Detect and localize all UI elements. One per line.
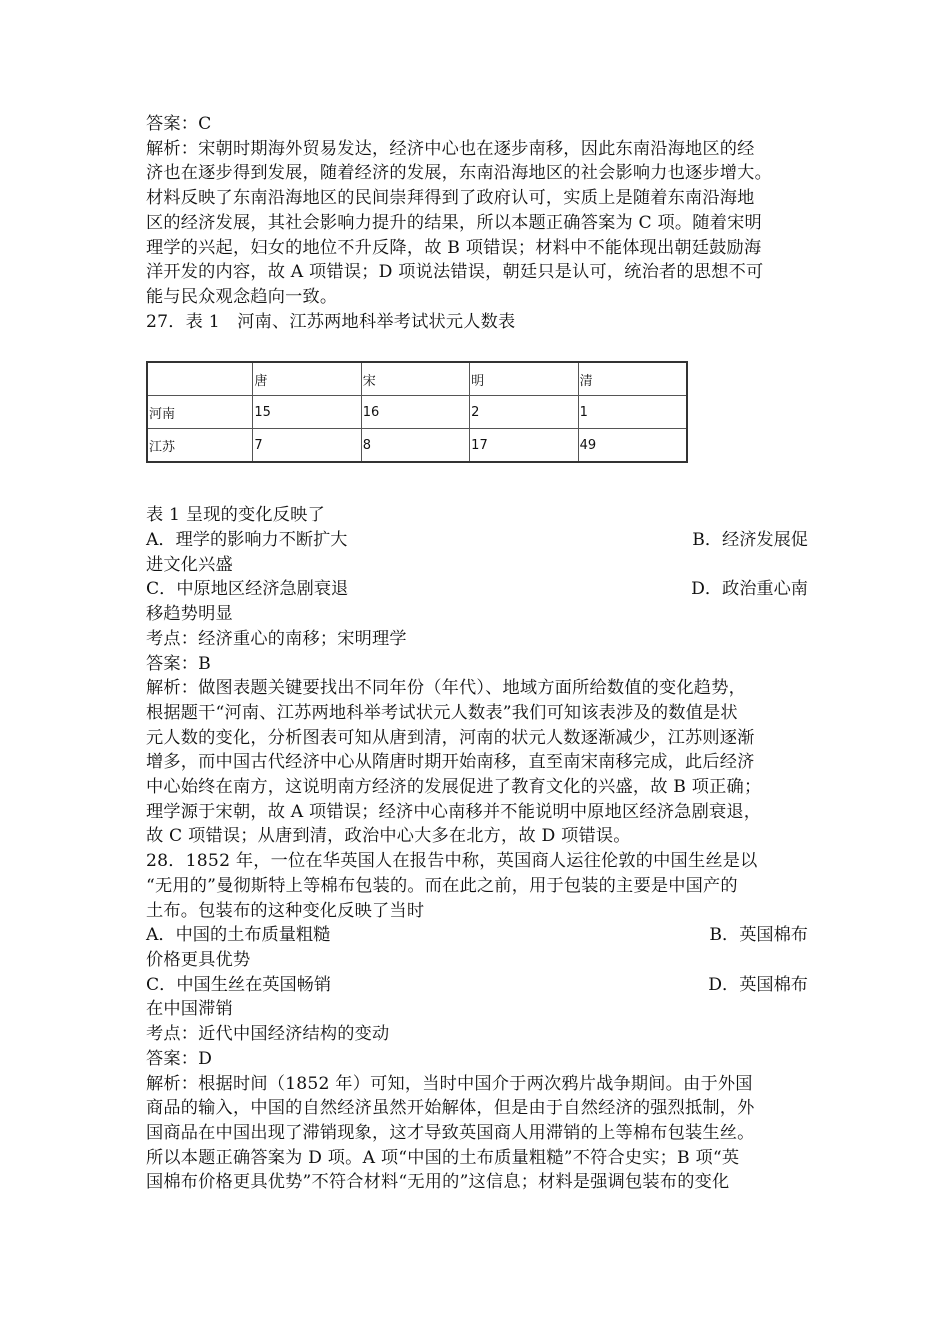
table-cell (147, 362, 253, 396)
text-line: 材料反映了东南沿海地区的民间崇拜得到了政府认可，实质上是随着东南沿海地 (146, 188, 755, 209)
table-caption: 27．表 1 河南、江苏两地科举考试状元人数表 (146, 311, 516, 332)
option-d: D．英国棉布 (708, 974, 808, 995)
question-28 (146, 849, 808, 1195)
table-cell: 2 (470, 396, 578, 429)
option-c: C．中原地区经济急剧衰退 (146, 579, 349, 600)
table-cell: 清 (578, 362, 687, 396)
table-cell: 唐 (253, 362, 361, 396)
previous-answer-block (146, 112, 808, 334)
text-line: 解析：宋朝时期海外贸易发达，经济中心也在逐步南移，因此东南沿海地区的经 (146, 138, 755, 159)
table-row (147, 396, 687, 429)
table-cell: 8 (361, 429, 469, 463)
analysis-line: 增多，而中国古代经济中心从隋唐时期开始南移，直至南宋南移完成，此后经济 (146, 752, 755, 773)
kaodian-line: 考点：近代中国经济结构的变动 (146, 1024, 390, 1045)
table-header-row (147, 362, 687, 396)
answer-line: 答案：B (146, 653, 211, 674)
table-cell: 16 (361, 396, 469, 429)
option-b: B．经济发展促 (692, 530, 808, 551)
analysis-line: 根据题干“河南、江苏两地科举考试状元人数表”我们可知该表涉及的数值是状 (146, 702, 738, 723)
option-a: A．理学的影响力不断扩大 (146, 530, 348, 551)
text-line: 济也在逐步得到发展，随着经济的发展，东南沿海地区的社会影响力也逐步增大。 (146, 163, 772, 184)
option-b-continued: 进文化兴盛 (146, 554, 233, 575)
option-row (146, 528, 808, 553)
table-cell: 7 (253, 429, 361, 463)
analysis-line: 理学源于宋朝，故 A 项错误；经济中心南移并不能说明中原地区经济急剧衰退， (146, 801, 762, 822)
option-d-continued: 在中国滞销 (146, 999, 233, 1020)
analysis-line: 国商品在中国出现了滞销现象，这才导致英国商人用滞销的上等棉布包装生丝。 (146, 1122, 755, 1143)
score-table-wrapper (146, 361, 808, 463)
option-row (146, 577, 808, 602)
analysis-line: 所以本题正确答案为 D 项。A 项“中国的土布质量粗糙”不符合史实；B 项“英 (146, 1147, 740, 1168)
option-a: A．中国的土布质量粗糙 (146, 925, 331, 946)
text-line: 能与民众观念趋向一致。 (146, 286, 338, 307)
table-cell: 江苏 (147, 429, 253, 463)
table-cell: 宋 (361, 362, 469, 396)
table-cell: 1 (578, 396, 687, 429)
option-d: D．政治重心南 (691, 579, 808, 600)
text-line: 区的经济发展，其社会影响力提升的结果，所以本题正确答案为 C 项。随着宋明 (146, 212, 762, 233)
kaodian-line: 考点：经济重心的南移；宋明理学 (146, 628, 407, 649)
text-line: 洋开发的内容，故 A 项错误；D 项说法错误，朝廷只是认可，统治者的思想不可 (146, 262, 764, 283)
analysis-line: 国棉布价格更具优势”不符合材料“无用的”这信息；材料是强调包装布的变化 (146, 1172, 730, 1193)
text-line: 理学的兴起，妇女的地位不升反降，故 B 项错误；材料中不能体现出朝廷鼓励海 (146, 237, 762, 258)
option-row (146, 973, 808, 998)
analysis-line: 解析：做图表题关键要找出不同年份（年代）、地域方面所给数值的变化趋势， (146, 678, 746, 699)
answer-line: 答案：D (146, 1048, 213, 1069)
table-cell: 河南 (147, 396, 253, 429)
analysis-line: 元人数的变化，分析图表可知从唐到清，河南的状元人数逐渐减少，江苏则逐渐 (146, 727, 755, 748)
table-cell: 15 (253, 396, 361, 429)
analysis-line: 商品的输入，中国的自然经济虽然开始解体，但是由于自然经济的强烈抵制，外 (146, 1098, 755, 1119)
table-row (147, 429, 687, 463)
analysis-line: 故 C 项错误；从唐到清，政治中心大多在北方，故 D 项错误。 (146, 826, 631, 847)
table-cell: 明 (470, 362, 578, 396)
document-page (146, 112, 808, 1195)
option-b-continued: 价格更具优势 (146, 949, 251, 970)
question-stem: “无用的”曼彻斯特上等棉布包装的。而在此之前，用于包装的主要是中国产的 (146, 875, 738, 896)
analysis-line: 解析：根据时间（1852 年）可知，当时中国介于两次鸦片战争期间。由于外国 (146, 1073, 753, 1094)
question-stem: 土布。包装布的这种变化反映了当时 (146, 900, 425, 921)
question-stem: 28．1852 年，一位在华英国人在报告中称，英国商人运往伦敦的中国生丝是以 (146, 851, 758, 872)
option-b: B．英国棉布 (709, 925, 808, 946)
analysis-line: 中心始终在南方，这说明南方经济的发展促进了教育文化的兴盛，故 B 项正确； (146, 777, 762, 798)
option-row (146, 923, 808, 948)
scholar-count-table (146, 361, 688, 463)
option-c: C．中国生丝在英国畅销 (146, 974, 332, 995)
option-d-continued: 移趋势明显 (146, 604, 233, 625)
question-stem: 表 1 呈现的变化反映了 (146, 505, 325, 526)
question-27 (146, 503, 808, 849)
table-cell: 49 (578, 429, 687, 463)
text-line: 答案：C (146, 114, 212, 134)
table-cell: 17 (470, 429, 578, 463)
